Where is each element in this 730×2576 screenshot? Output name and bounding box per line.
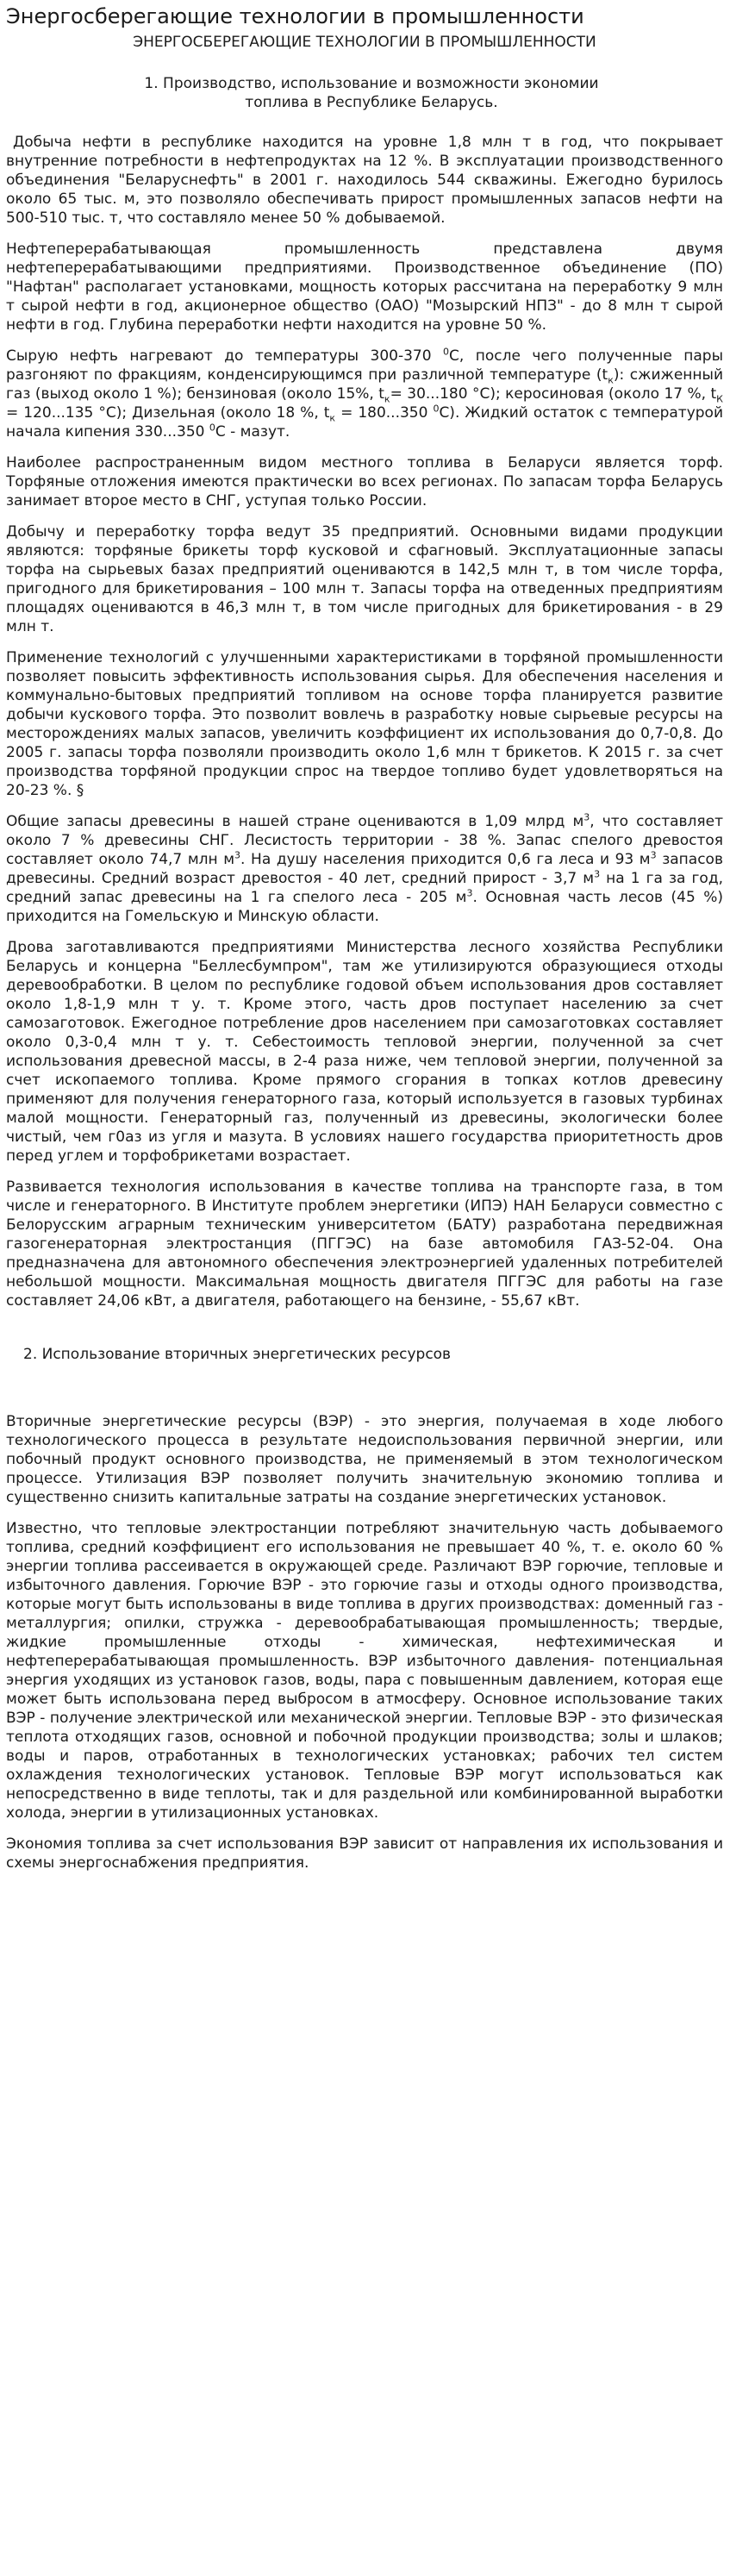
paragraph-oil-production: Добыча нефти в республике находится на уровне 1,8 млн т в год, что покрывает внутренние потребности в нефтепродуктах на 12 %. В эксплуатации производственного объединения "Беларуснефть" в 2001 г. находилось 544 скважины. Ежегодно бурилось около 65 тыс. м, это позволяло обеспечивать прирост промышленных запасов нефти на 500-510 тыс. т, что составляло менее 50 % добываемой. <box>6 134 723 227</box>
section-1-heading <box>6 74 723 112</box>
section-1-heading-line2: топлива в Республике Беларусь. <box>245 94 498 111</box>
paragraph-gas-transport: Развивается технология использования в качестве топлива на транспорте газа, в том числе и генераторного. В Институте проблем энергетики (ИПЭ) НАН Беларуси совместно с Белорусским аграрным техническим университетом (БАТУ) разработана передвижная газогенераторная электростанция (ПГГЭС) на базе автомобиля ГАЗ-52-04. Она предназначена для автономного обеспечения электроэнергией удаленных потребителей небольшой мощности. Максимальная мощность двигателя ПГГЭС для работы на газе составляет 24,06 кВт, а двигателя, работающего на бензине, - 55,67 кВт. <box>6 1179 723 1310</box>
paragraph-peat-overview: Наиболее распространенным видом местного топлива в Беларуси является торф. Торфяные отложения имеются практически во всех регионах. По запасам торфа Беларусь занимает второе место в СНГ, уступая только России. <box>6 454 723 510</box>
paragraph-ver-definition: Вторичные энергетические ресурсы (ВЭР) - это энергия, получаемая в ходе любого технологического процесса в результате недоиспользования первичной энергии, или побочный продукт основного производства, не применяемый в этом технологическом процессе. Утилизация ВЭР позволяет получить значительную экономию топлива и существенно снизить капитальные затраты на создание энергетических установок. <box>6 1413 723 1506</box>
paragraph-peat-technologies: Применение технологий с улучшенными характеристиками в торфяной промышленности позволяет повысить эффективность использования сырья. Для обеспечения населения и коммунально-бытовых предприятий топливом на основе торфа планируется развитие добычи кускового торфа. Это позволит вовлечь в разработку новые сырьевые ресурсы на месторождениях малых запасов, увеличить коэффициент их использования до 0,7-0,8. До 2005 г. запасы торфа позволяли производить около 1,6 млн т брикетов. К 2015 г. за счет производства торфяной продукции спрос на твердое топливо будет удовлетворяться на 20-23 %. § <box>6 649 723 799</box>
paragraph-oil-fractions: Сырую нефть нагревают до температуры 300-370 $^0$С, после чего полученные пары разгоняют по фракциям, конденсирующимся при различной температуре $(t_к)$: сжиженный газ (выход около 1 %); бензиновая (около 15%, $t_к= 30...180$ °С); керосиновая (около 17 %, $t_К = 120...135$ °С); Дизельная (около 18 %, $t_к = 180...350$ $^0$С). Жидкий остаток с температурой начала кипения 330...350 $^0$С - мазут. <box>6 346 723 441</box>
paragraph-peat-enterprises: Добычу и переработку торфа ведут 35 предприятий. Основными видами продукции являются: торфяные брикеты торф кусковой и сфагновый. Эксплуатационные запасы торфа на сырьевых базах предприятий оцениваются в 142,5 млн т, в том числе торфа, пригодного для брикетирования – 100 млн т. Запасы торфа на отведенных предприятиям площадях оцениваются в 46,3 млн т, в том числе пригодных для брикетирования - в 29 млн т. <box>6 523 723 635</box>
document-subtitle: ЭНЕРГОСБЕРЕГАЮЩИЕ ТЕХНОЛОГИИ В ПРОМЫШЛЕННОСТИ <box>133 34 596 51</box>
paragraph-ver-economy: Экономия топлива за счет использования ВЭР зависит от направления их использования и схемы энергоснабжения предприятия. <box>6 1835 723 1872</box>
document-title: Энергосберегающие технологии в промышленности <box>6 4 584 28</box>
paragraph-wood-reserves: Общие запасы древесины в нашей стране оцениваются в 1,09 млрд $м^3$, что составляет около 7 % древесины СНГ. Лесистость территории - 38 %. Запас спелого древостоя составляет около 74,7 млн $м^3$. На душу населения приходится 0,6 га леса и 93 $м^3$ запасов древесины. Средний возраст древостоя - 40 лет, средний прирост - 3,7 $м^3$ на 1 га за год, средний запас древесины на 1 га спелого леса - 205 $м^3$. Основная часть лесов (45 %) приходится на Гомельскую и Минскую области. <box>6 811 723 925</box>
paragraph-firewood: Дрова заготавливаются предприятиями Министерства лесного хозяйства Республики Беларусь и концерна "Беллесбумпром", там же утилизируются образующиеся отходы деревообработки. В целом по республике годовой объем использования дров составляет около 1,8-1,9 млн т у. т. Кроме этого, часть дров поступает населению за счет самозаготовок. Ежегодное потребление дров населением при самозаготовках составляет около 0,3-0,4 млн т у. т. Себестоимость тепловой энергии, полученной за счет использования древесной массы, в 2-4 раза ниже, чем тепловой энергии, полученной за счет ископаемого топлива. Кроме прямого сгорания в топках котлов древесину применяют для получения генераторного газа, который используется в газовых турбинах малой мощности. Генераторный газ, полученный из древесины, экологически более чистый, чем г0аз из угля и мазута. В условиях нашего государства приоритетность дров перед углем и торфобрикетами возрастает. <box>6 939 723 1165</box>
section-1-heading-line1: 1. Производство, использование и возможности экономии <box>144 75 599 92</box>
paragraph-ver-types: Известно, что тепловые электростанции потребляют значительную часть добываемого топлива, средний коэффициент его использования не превышает 40 %, т. е. около 60 % энергии топлива рассеивается в окружающей среде. Различают ВЭР горючие, тепловые и избыточного давления. Горючие ВЭР - это горючие газы и отходы одного производства, которые могут быть использованы в виде топлива в других производствах: доменный газ - металлургия; опилки, стружка - деревообрабатывающая промышленность; твердые, жидкие промышленные отходы - химическая, нефтехимическая и нефтеперерабатывающая промышленность. ВЭР избыточного давления- потенциальная энергия уходящих из установок газов, воды, пара с повышенным давлением, которая еще может быть использована перед выбросом в атмосферу. Основное использование таких ВЭР - получение электрической или механической энергии. Тепловые ВЭР - это физическая теплота отходящих газов, основной и побочной продукции производства; золы и шлаков; воды и паров, отработанных в технологических установках; рабочих тел систем охлаждения технологических установок. Тепловые ВЭР могут использоваться как непосредственно в виде теплоты, так и для раздельной или комбинированной выработки холода, энергии в утилизационных установках. <box>6 1520 723 1822</box>
paragraph-oil-refining: Нефтеперерабатывающая промышленность представлена двумя нефтеперерабатывающими предприятиями. Производственное объединение (ПО) "Нафтан" располагает установками, мощность которых рассчитана на переработку 9 млн т сырой нефти в год, акционерное общество (ОАО) "Мозырский НПЗ" - до 8 млн т сырой нефти в год. Глубина переработки нефти находится на уровне 50 %. <box>6 241 723 334</box>
section-2-heading: 2. Использование вторичных энергетических ресурсов <box>23 1346 452 1363</box>
